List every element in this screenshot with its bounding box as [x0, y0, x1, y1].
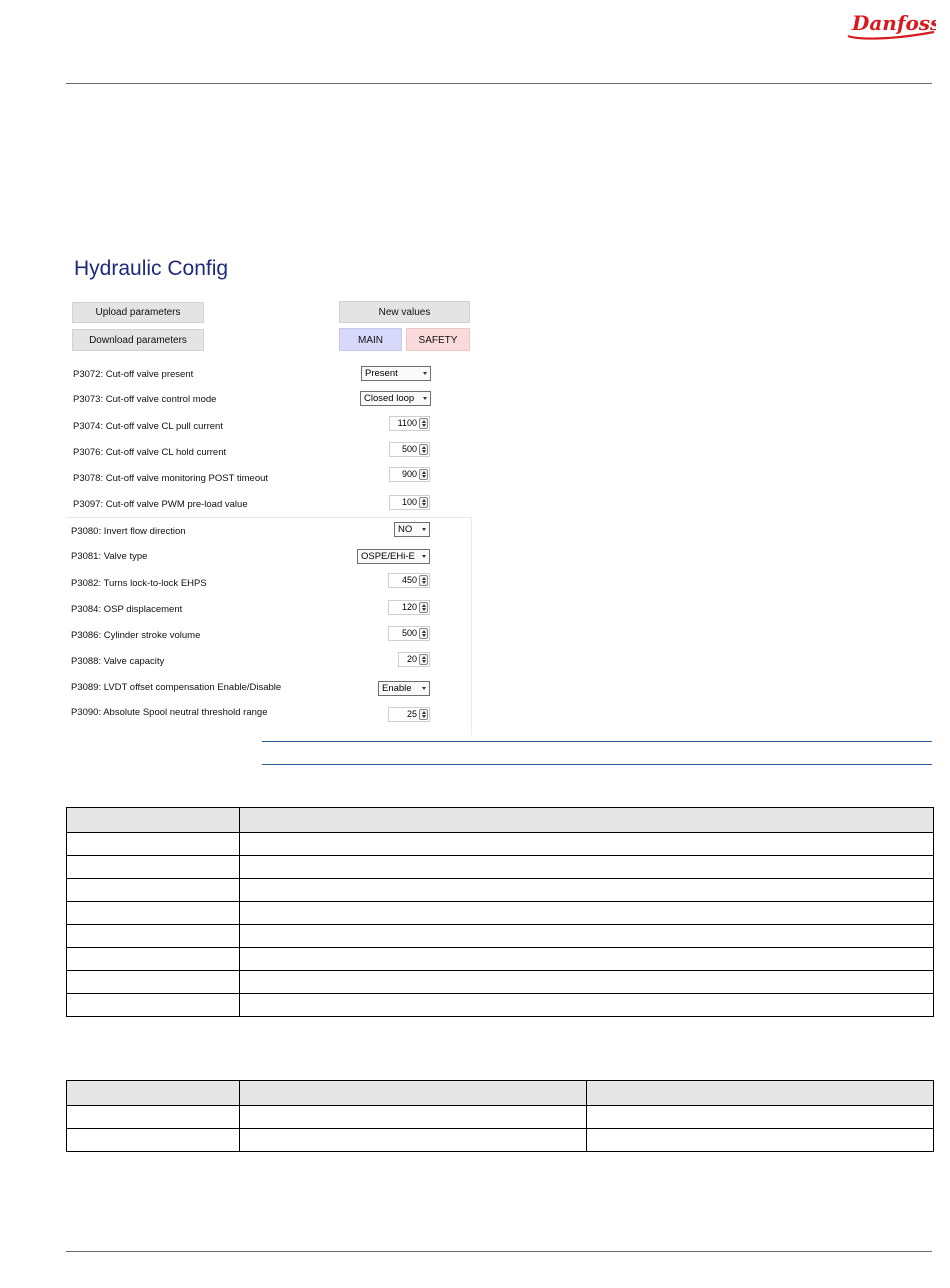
caption-rule-bottom: [262, 764, 932, 765]
spinner-arrows-icon[interactable]: [419, 469, 428, 480]
chevron-down-icon: [422, 687, 426, 690]
table-header-row: [67, 1081, 934, 1106]
panel-divider: [66, 517, 472, 518]
p3076-spinbox[interactable]: [389, 442, 430, 457]
chevron-down-icon: [423, 372, 427, 375]
download-parameters-label: Download parameters: [89, 335, 187, 346]
table-row: [67, 879, 934, 902]
page-title: Hydraulic Config: [74, 257, 229, 280]
parameter-table: [66, 807, 934, 1017]
table-cell: [240, 994, 934, 1017]
param-label-p3076: P3076: Cut-off valve CL hold current: [73, 447, 227, 458]
param-label-p3080: P3080: Invert flow direction: [71, 526, 186, 537]
param-label-p3088: P3088: Valve capacity: [71, 656, 165, 667]
table-header-cell: [240, 808, 934, 833]
table-cell: [67, 1129, 240, 1152]
table-cell: [587, 1106, 934, 1129]
table-row: [67, 902, 934, 925]
param-label-p3090: P3090: Absolute Spool neutral threshold range: [71, 707, 268, 718]
danfoss-logo: [846, 6, 936, 42]
table-cell: [67, 925, 240, 948]
p3080-select-value: NO: [398, 524, 413, 535]
p3072-select-value: Present: [365, 368, 398, 379]
table-row: [67, 833, 934, 856]
table-header-cell: [67, 808, 240, 833]
p3074-spinbox[interactable]: [389, 416, 430, 431]
table-cell: [240, 948, 934, 971]
spinner-arrows-icon[interactable]: [419, 709, 428, 720]
spinner-arrows-icon[interactable]: [419, 444, 428, 455]
secondary-table: [66, 1080, 934, 1152]
table-row: [67, 1129, 934, 1152]
p3082-spinbox[interactable]: [388, 573, 430, 588]
table-cell: [240, 879, 934, 902]
param-label-p3089: P3089: LVDT offset compensation Enable/Disable: [71, 682, 282, 693]
new-values-button[interactable]: [339, 301, 470, 323]
spinner-arrows-icon[interactable]: [419, 497, 428, 508]
table-cell: [240, 925, 934, 948]
header-divider: [66, 83, 932, 84]
main-tab-label: MAIN: [358, 335, 383, 346]
table-cell: [240, 856, 934, 879]
safety-tab-label: SAFETY: [418, 335, 458, 346]
p3084-spinbox-value: 120: [401, 602, 417, 612]
chevron-down-icon: [423, 397, 427, 400]
p3097-spinbox-value: 100: [401, 497, 417, 507]
param-label-p3074: P3074: Cut-off valve CL pull current: [73, 421, 223, 432]
p3074-spinbox-value: 1100: [397, 418, 417, 428]
upload-parameters-label: Upload parameters: [95, 307, 181, 318]
upload-parameters-button[interactable]: [72, 302, 204, 323]
main-tab-button[interactable]: [339, 328, 402, 351]
table-cell: [67, 833, 240, 856]
table-cell: [67, 1106, 240, 1129]
spinner-arrows-icon[interactable]: [419, 418, 428, 429]
p3084-spinbox[interactable]: [388, 600, 430, 615]
table-row: [67, 856, 934, 879]
table-cell: [67, 902, 240, 925]
p3078-spinbox[interactable]: [389, 467, 430, 482]
table-cell: [67, 856, 240, 879]
param-label-p3082: P3082: Turns lock-to-lock EHPS: [71, 578, 207, 589]
p3081-select-value: OSPE/EHi-E: [361, 551, 415, 562]
table-cell: [587, 1129, 934, 1152]
spinner-arrows-icon[interactable]: [419, 602, 428, 613]
table-cell: [240, 1129, 587, 1152]
chevron-down-icon: [422, 528, 426, 531]
table-row: [67, 925, 934, 948]
chevron-down-icon: [422, 555, 426, 558]
table-cell: [240, 902, 934, 925]
param-label-p3081: P3081: Valve type: [71, 551, 148, 562]
spinner-arrows-icon[interactable]: [419, 654, 428, 665]
p3081-select[interactable]: [357, 549, 430, 564]
p3088-spinbox[interactable]: [398, 652, 430, 667]
param-label-p3072: P3072: Cut-off valve present: [73, 369, 194, 380]
p3073-select[interactable]: [360, 391, 431, 406]
download-parameters-button[interactable]: [72, 329, 204, 351]
table-header-cell: [240, 1081, 587, 1106]
table-cell: [67, 948, 240, 971]
table-cell: [67, 994, 240, 1017]
param-label-p3084: P3084: OSP displacement: [71, 604, 183, 615]
table-row: [67, 948, 934, 971]
table-cell: [67, 879, 240, 902]
p3086-spinbox-value: 500: [401, 628, 417, 638]
p3097-spinbox[interactable]: [389, 495, 430, 510]
param-label-p3078: P3078: Cut-off valve monitoring POST timeout: [73, 473, 269, 484]
p3073-select-value: Closed loop: [364, 393, 415, 404]
table-cell: [67, 971, 240, 994]
panel-border: [471, 517, 472, 735]
p3078-spinbox-value: 900: [401, 469, 417, 479]
table-cell: [240, 1106, 587, 1129]
table-cell: [240, 971, 934, 994]
table-row: [67, 1106, 934, 1129]
p3076-spinbox-value: 500: [401, 444, 417, 454]
spinner-arrows-icon[interactable]: [419, 628, 428, 639]
table-header-cell: [67, 1081, 240, 1106]
safety-tab-button[interactable]: [406, 328, 470, 351]
param-label-p3097: P3097: Cut-off valve PWM pre-load value: [73, 499, 248, 510]
p3089-select-value: Enable: [382, 683, 412, 694]
p3088-spinbox-value: 20: [406, 654, 417, 664]
table-header-row: [67, 808, 934, 833]
p3090-spinbox[interactable]: [388, 707, 430, 722]
p3086-spinbox[interactable]: [388, 626, 430, 641]
footer-divider: [66, 1251, 932, 1252]
p3072-select[interactable]: [361, 366, 431, 381]
table-cell: [240, 833, 934, 856]
param-label-p3073: P3073: Cut-off valve control mode: [73, 394, 217, 405]
new-values-label: New values: [378, 307, 431, 318]
logo-wordmark: Danfoss: [852, 11, 936, 35]
p3090-spinbox-value: 25: [406, 709, 417, 719]
spinner-arrows-icon[interactable]: [419, 575, 428, 586]
table-row: [67, 994, 934, 1017]
table-header-cell: [587, 1081, 934, 1106]
caption-rule-top: [262, 741, 932, 742]
table-row: [67, 971, 934, 994]
p3080-select[interactable]: [394, 522, 430, 537]
p3089-select[interactable]: [378, 681, 430, 696]
param-label-p3086: P3086: Cylinder stroke volume: [71, 630, 201, 641]
p3082-spinbox-value: 450: [401, 575, 417, 585]
